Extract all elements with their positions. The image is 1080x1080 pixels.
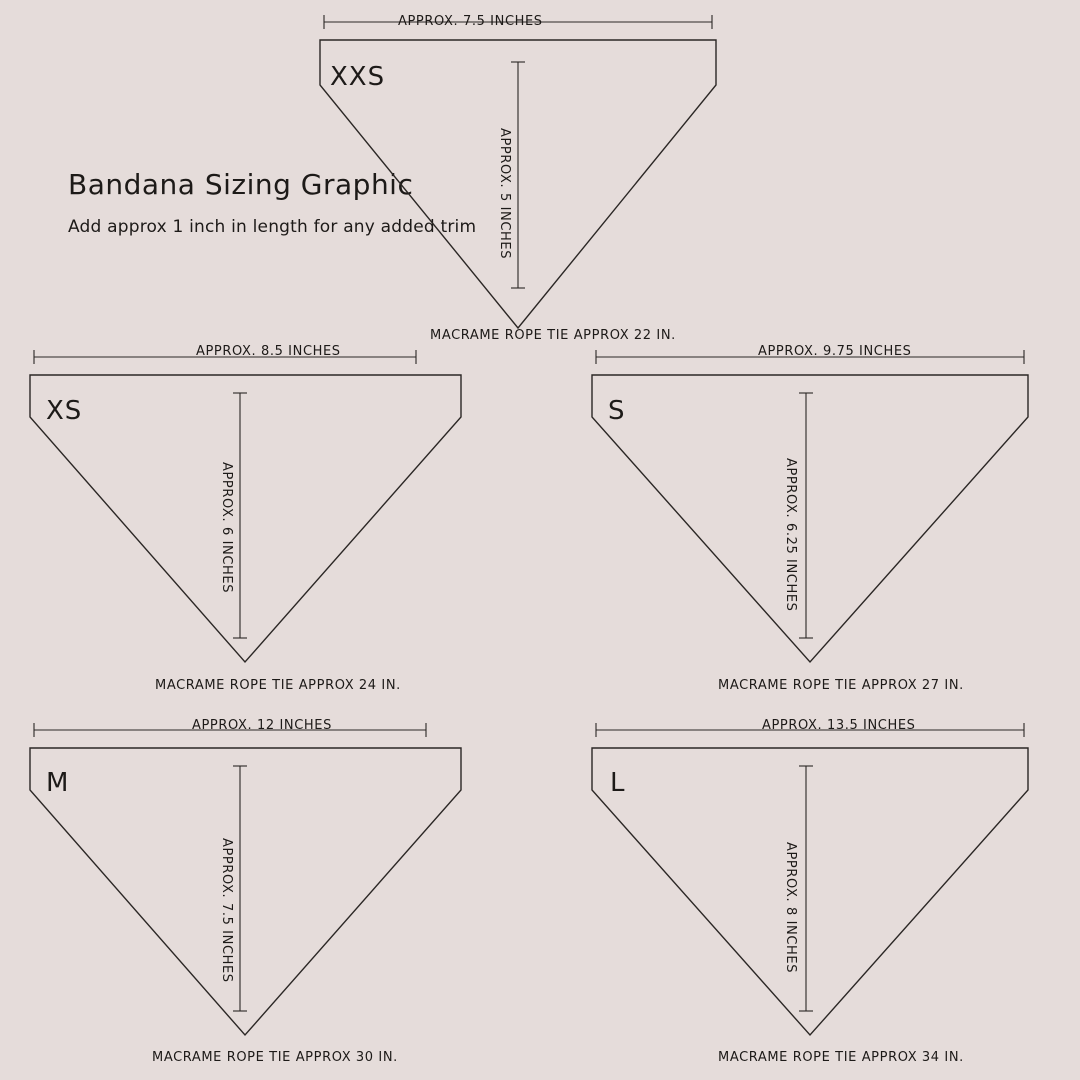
width-label-l: APPROX. 13.5 INCHES: [762, 718, 916, 733]
height-dimension-line: [511, 62, 525, 288]
height-label-xs: APPROX. 6 INCHES: [219, 462, 234, 594]
height-dimension-line: [233, 393, 247, 638]
tie-label-xs: MACRAME ROPE TIE APPROX 24 IN.: [155, 678, 401, 693]
tie-label-xxs: MACRAME ROPE TIE APPROX 22 IN.: [430, 328, 676, 343]
bandana-outline: [30, 375, 461, 662]
bandana-shape-l: [580, 748, 1035, 1038]
size-label-xxs: XXS: [330, 62, 386, 92]
bandana-shape-xs: [18, 375, 468, 665]
width-label-xs: APPROX. 8.5 INCHES: [196, 344, 341, 359]
size-label-s: S: [608, 396, 626, 426]
height-label-s: APPROX. 6.25 INCHES: [783, 458, 798, 612]
height-dimension-line: [799, 393, 813, 638]
size-label-m: M: [46, 768, 70, 798]
bandana-outline: [592, 375, 1028, 662]
width-label-xxs: APPROX. 7.5 INCHES: [398, 14, 543, 29]
page-title: Bandana Sizing Graphic: [68, 168, 414, 201]
height-label-l: APPROX. 8 INCHES: [783, 842, 798, 974]
bandana-shape-m: [18, 748, 468, 1038]
bandana-shape-s: [580, 375, 1035, 665]
page-subtitle: Add approx 1 inch in length for any added trim: [68, 217, 477, 237]
bandana-outline: [30, 748, 461, 1035]
tie-label-m: MACRAME ROPE TIE APPROX 30 IN.: [152, 1050, 398, 1065]
bandana-outline: [592, 748, 1028, 1035]
height-label-xxs: APPROX. 5 INCHES: [497, 128, 512, 260]
height-dimension-line: [233, 766, 247, 1011]
width-label-m: APPROX. 12 INCHES: [192, 718, 332, 733]
width-label-s: APPROX. 9.75 INCHES: [758, 344, 912, 359]
tie-label-l: MACRAME ROPE TIE APPROX 34 IN.: [718, 1050, 964, 1065]
size-label-xs: XS: [46, 396, 83, 426]
height-dimension-line: [799, 766, 813, 1011]
height-label-m: APPROX. 7.5 INCHES: [219, 838, 234, 983]
size-label-l: L: [610, 768, 626, 798]
tie-label-s: MACRAME ROPE TIE APPROX 27 IN.: [718, 678, 964, 693]
